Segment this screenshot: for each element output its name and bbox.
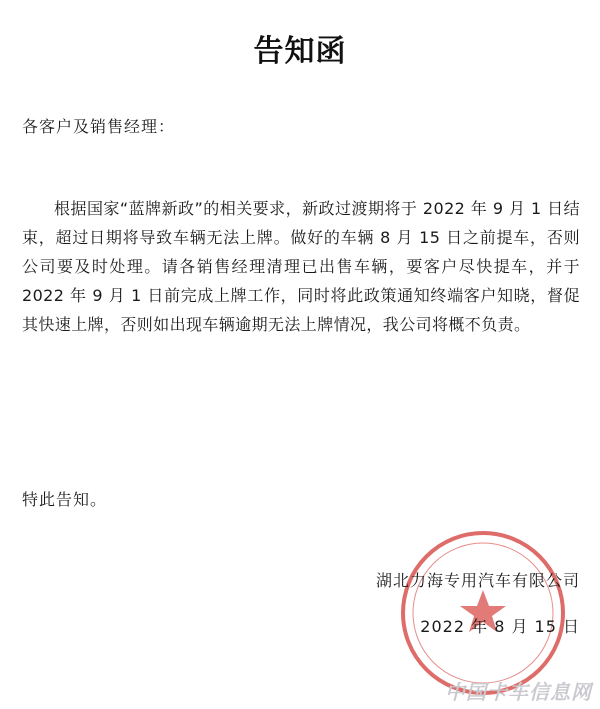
company-name: 湖北力海专用汽车有限公司 (375, 571, 580, 590)
body-paragraph: 根据国家“蓝牌新政”的相关要求，新政过渡期将于 2022 年 9 月 1 日结束，超过日期将导致车辆无法上牌。做好的车辆 8 月 15 日之前提车，否则公司要及时处理。请各销售经理清理已出售车辆，要客户尽快提车，并于 2022 年 9 月 1 日前完成上牌工作，同时将此政策通知终端客户知晓，督促其快速上牌，否则如出现车辆逾期无法上牌情况，我公司将概不负责。 (22, 199, 580, 334)
company-seal-icon (398, 528, 568, 698)
closing-line: 特此告知。 (22, 490, 108, 509)
watermark-logo: 中国卡车信息网 (445, 680, 592, 704)
salutation: 各客户及销售经理： (22, 117, 176, 136)
document-date: 2022 年 8 月 15 日 (420, 617, 580, 636)
document-title: 告知函 (253, 34, 347, 69)
